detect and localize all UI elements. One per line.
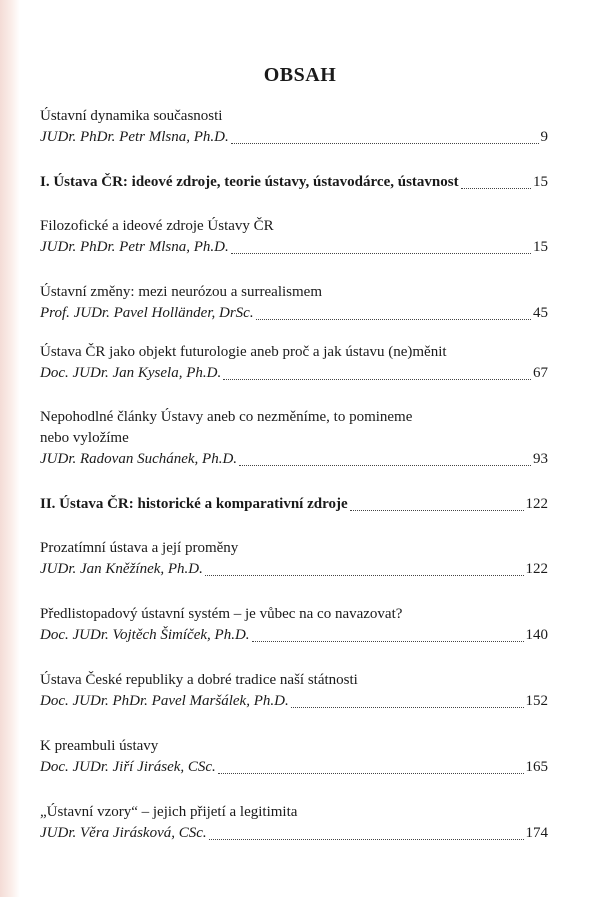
entry-title: Ústavní dynamika současnosti bbox=[40, 108, 223, 124]
toc-entry bbox=[40, 736, 548, 778]
dot-leader bbox=[223, 378, 531, 380]
entry-title: Nepohodlné články Ústavy aneb co nezměníme, to pomineme bbox=[40, 409, 413, 425]
entry-page-number: 122 bbox=[525, 561, 548, 577]
section-title: I. Ústava ČR: ideové zdroje, teorie ústavy, ústavodárce, ústavnost bbox=[40, 174, 459, 190]
entry-title-continued: nebo vyložíme bbox=[40, 430, 129, 446]
entry-page-number: 93 bbox=[533, 451, 548, 467]
toc-entry bbox=[40, 604, 548, 646]
entry-page-number: 174 bbox=[525, 825, 548, 841]
entry-page-number: 67 bbox=[533, 365, 548, 381]
entry-page-number: 165 bbox=[525, 759, 548, 775]
dot-leader bbox=[209, 838, 524, 840]
dot-leader bbox=[205, 574, 524, 576]
entry-page-number: 140 bbox=[525, 627, 548, 643]
section-title: II. Ústava ČR: historické a komparativní zdroje bbox=[40, 496, 348, 512]
section-page-number: 15 bbox=[533, 174, 548, 190]
dot-leader bbox=[461, 187, 531, 189]
entry-author: Doc. JUDr. Vojtěch Šimíček, Ph.D. bbox=[40, 627, 250, 643]
toc-entry bbox=[40, 670, 548, 712]
entry-author: Doc. JUDr. Jan Kysela, Ph.D. bbox=[40, 365, 222, 381]
entry-author: JUDr. Radovan Suchánek, Ph.D. bbox=[40, 451, 238, 467]
entry-author: Doc. JUDr. PhDr. Pavel Maršálek, Ph.D. bbox=[40, 693, 289, 709]
entry-author: Prof. JUDr. Pavel Holländer, DrSc. bbox=[40, 305, 254, 321]
toc-section bbox=[40, 494, 548, 515]
dot-leader bbox=[256, 318, 531, 320]
toc-section bbox=[40, 172, 548, 193]
table-of-contents bbox=[40, 106, 548, 844]
entry-author: JUDr. Jan Kněžínek, Ph.D. bbox=[40, 561, 203, 577]
page-edge-shadow bbox=[0, 0, 20, 897]
entry-title: Filozofické a ideové zdroje Ústavy ČR bbox=[40, 218, 274, 234]
dot-leader bbox=[231, 252, 531, 254]
page-title: OBSAH bbox=[263, 64, 337, 86]
entry-title: Ústava České republiky a dobré tradice naší státnosti bbox=[40, 672, 358, 688]
entry-title: „Ústavní vzory“ – jejich přijetí a legitimita bbox=[40, 804, 298, 820]
dot-leader bbox=[291, 706, 524, 708]
toc-entry bbox=[40, 407, 548, 470]
entry-author: JUDr. Věra Jirásková, CSc. bbox=[40, 825, 207, 841]
dot-leader bbox=[218, 772, 524, 774]
dot-leader bbox=[350, 509, 524, 511]
entry-title: Ústava ČR jako objekt futurologie aneb proč a jak ústavu (ne)měnit bbox=[40, 344, 447, 360]
dot-leader bbox=[231, 142, 539, 144]
entry-author: JUDr. PhDr. Petr Mlsna, Ph.D. bbox=[40, 239, 229, 255]
toc-entry bbox=[40, 282, 548, 324]
entry-page-number: 15 bbox=[533, 239, 548, 255]
entry-title: Ústavní změny: mezi neurózou a surrealismem bbox=[40, 284, 322, 300]
entry-title: Prozatímní ústava a její proměny bbox=[40, 540, 239, 556]
entry-page-number: 45 bbox=[533, 305, 548, 321]
toc-entry bbox=[40, 106, 548, 148]
toc-entry bbox=[40, 342, 548, 384]
entry-page-number: 9 bbox=[540, 129, 548, 145]
dot-leader bbox=[252, 640, 524, 642]
dot-leader bbox=[239, 464, 531, 466]
section-page-number: 122 bbox=[525, 496, 548, 512]
toc-entry bbox=[40, 216, 548, 258]
entry-author: Doc. JUDr. Jiří Jirásek, CSc. bbox=[40, 759, 216, 775]
toc-entry bbox=[40, 538, 548, 580]
entry-page-number: 152 bbox=[525, 693, 548, 709]
entry-title: Předlistopadový ústavní systém – je vůbec na co navazovat? bbox=[40, 606, 403, 622]
entry-title: K preambuli ústavy bbox=[40, 738, 159, 754]
toc-entry bbox=[40, 802, 548, 844]
entry-author: JUDr. PhDr. Petr Mlsna, Ph.D. bbox=[40, 129, 229, 145]
